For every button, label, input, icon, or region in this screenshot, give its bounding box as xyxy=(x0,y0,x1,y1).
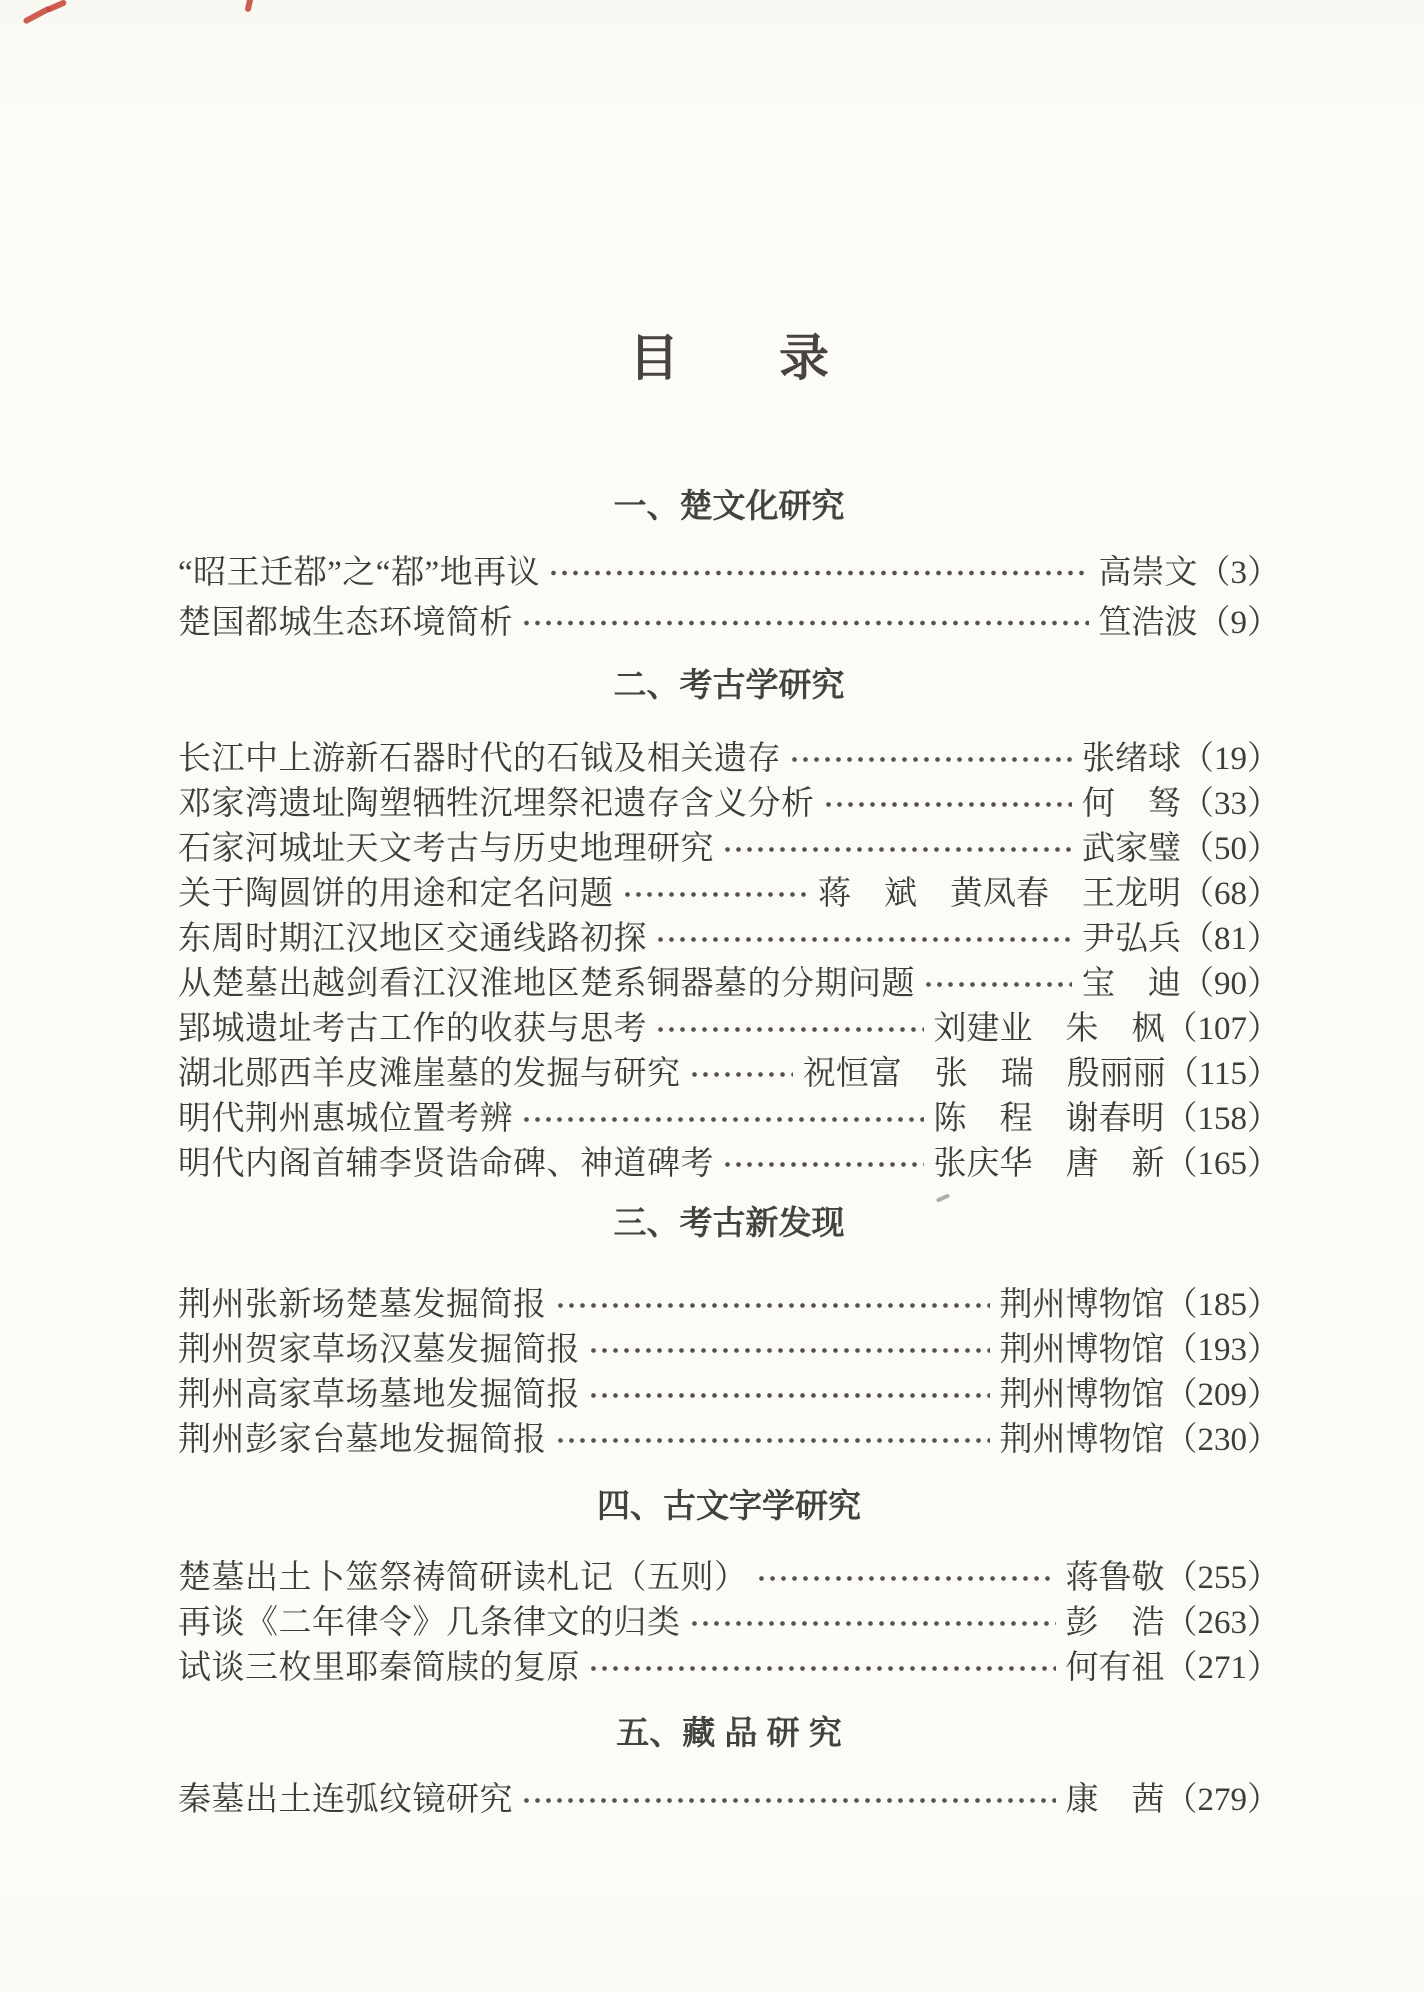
entry-title: 再谈《二年律令》几条律文的归类 xyxy=(178,1605,681,1641)
toc-entry xyxy=(178,1097,1280,1142)
entry-title: 楚国都城生态环境简析 xyxy=(178,605,513,641)
toc-entry xyxy=(178,1373,1280,1418)
entry-page-number: （279） xyxy=(1164,1782,1280,1818)
red-ink-stroke xyxy=(46,0,68,13)
entry-authors: 荆州博物馆 xyxy=(999,1287,1165,1323)
entry-authors: 何有祖 xyxy=(1065,1650,1165,1686)
dot-leader xyxy=(548,548,1088,598)
section-heading-archaeology: 二、考古学研究 xyxy=(613,666,845,703)
entry-page-number: （115） xyxy=(1165,1056,1280,1092)
dot-leader xyxy=(722,827,1072,872)
entry-page-number: （33） xyxy=(1181,786,1280,822)
entry-page-number: （19） xyxy=(1181,741,1280,777)
entry-title: 试谈三枚里耶秦简牍的复原 xyxy=(178,1650,580,1686)
entry-title: 楚墓出土卜筮祭祷简研读札记（五则） xyxy=(178,1560,748,1596)
entry-title: 明代荆州惠城位置考辨 xyxy=(178,1101,513,1137)
toc-entry xyxy=(178,917,1280,962)
dot-leader xyxy=(823,782,1073,827)
toc-entry xyxy=(178,1007,1280,1052)
entry-title: 石家河城址天文考古与历史地理研究 xyxy=(178,831,714,867)
entry-page-number: （185） xyxy=(1164,1287,1280,1323)
dot-leader xyxy=(923,962,1072,1007)
entry-title: 荆州高家草场墓地发掘简报 xyxy=(178,1377,580,1413)
section-heading-paleography: 四、古文字学研究 xyxy=(597,1487,861,1524)
dot-leader xyxy=(521,1778,1056,1823)
dot-leader xyxy=(588,1373,990,1418)
dot-leader xyxy=(622,872,809,917)
dot-leader xyxy=(555,1283,990,1328)
toc-entry xyxy=(178,598,1280,648)
dot-leader xyxy=(756,1556,1056,1601)
entry-authors: 笪浩波 xyxy=(1098,605,1198,641)
toc-section-collections xyxy=(178,1778,1280,1823)
entry-page-number: （263） xyxy=(1164,1605,1280,1641)
dot-leader xyxy=(789,737,1072,782)
entry-authors: 蒋 斌 黄凤春 王龙明 xyxy=(818,876,1181,912)
entry-authors: 高崇文 xyxy=(1098,555,1198,591)
entry-authors: 刘建业 朱 枫 xyxy=(933,1011,1165,1047)
entry-title: 秦墓出土连弧纹镜研究 xyxy=(178,1782,513,1818)
toc-entry xyxy=(178,782,1280,827)
entry-page-number: （9） xyxy=(1197,605,1280,641)
entry-page-number: （3） xyxy=(1197,555,1280,591)
toc-entry xyxy=(178,1142,1280,1187)
entry-title: 荆州彭家台墓地发掘简报 xyxy=(178,1422,547,1458)
entry-page-number: （209） xyxy=(1164,1377,1280,1413)
red-ink-mark xyxy=(22,1,72,27)
toc-section-paleography xyxy=(178,1556,1280,1691)
entry-page-number: （193） xyxy=(1164,1332,1280,1368)
dot-leader xyxy=(521,598,1089,648)
toc-entry xyxy=(178,1052,1280,1097)
entry-title: 郢城遗址考古工作的收获与思考 xyxy=(178,1011,647,1047)
entry-page-number: （271） xyxy=(1164,1650,1280,1686)
entry-title: 荆州张新场楚墓发掘简报 xyxy=(178,1287,547,1323)
entry-page-number: （50） xyxy=(1181,831,1280,867)
toc-entry xyxy=(178,872,1280,917)
toc-entry xyxy=(178,1646,1280,1691)
entry-authors: 康 茜 xyxy=(1065,1782,1165,1818)
entry-page-number: （165） xyxy=(1164,1146,1280,1182)
entry-authors: 彭 浩 xyxy=(1065,1605,1165,1641)
entry-title: 长江中上游新石器时代的石钺及相关遗存 xyxy=(178,741,781,777)
entry-title: 荆州贺家草场汉墓发掘简报 xyxy=(178,1332,580,1368)
entry-authors: 荆州博物馆 xyxy=(999,1377,1165,1413)
entry-authors: 何 驽 xyxy=(1082,786,1181,822)
entry-page-number: （230） xyxy=(1164,1422,1280,1458)
entry-title: “昭王迁鄀”之“鄀”地再议 xyxy=(178,555,541,591)
entry-authors: 张庆华 唐 新 xyxy=(933,1146,1165,1182)
entry-authors: 张绪球 xyxy=(1082,741,1181,777)
toc-entry xyxy=(178,548,1280,598)
page-title: 目 录 xyxy=(629,330,829,386)
toc-section-chu-culture xyxy=(178,548,1280,648)
toc-section-new-discoveries xyxy=(178,1283,1280,1463)
section-heading-new-discoveries: 三、考古新发现 xyxy=(613,1204,845,1241)
toc-entry xyxy=(178,1556,1280,1601)
dot-leader xyxy=(521,1097,924,1142)
toc-entry xyxy=(178,1283,1280,1328)
section-heading-collections: 五、藏 品 研 究 xyxy=(616,1714,842,1751)
entry-authors: 荆州博物馆 xyxy=(999,1332,1165,1368)
entry-page-number: （255） xyxy=(1164,1560,1280,1596)
dot-leader xyxy=(655,1007,924,1052)
toc-entry xyxy=(178,962,1280,1007)
entry-page-number: （90） xyxy=(1181,966,1280,1002)
dot-leader xyxy=(588,1646,1056,1691)
entry-authors: 武家璧 xyxy=(1082,831,1181,867)
dot-leader xyxy=(655,917,1072,962)
entry-page-number: （81） xyxy=(1181,921,1280,957)
entry-authors: 宝 迪 xyxy=(1082,966,1181,1002)
entry-authors: 祝恒富 张 瑞 殷丽丽 xyxy=(802,1056,1166,1092)
toc-entry xyxy=(178,1418,1280,1463)
dot-leader xyxy=(722,1142,924,1187)
toc-entry xyxy=(178,1601,1280,1646)
dot-leader xyxy=(689,1601,1056,1646)
entry-title: 湖北郧西羊皮滩崖墓的发掘与研究 xyxy=(178,1056,681,1092)
entry-page-number: （158） xyxy=(1164,1101,1280,1137)
toc-entry xyxy=(178,1328,1280,1373)
toc-entry xyxy=(178,827,1280,872)
entry-title: 明代内阁首辅李贤诰命碑、神道碑考 xyxy=(178,1146,714,1182)
entry-title: 东周时期江汉地区交通线路初探 xyxy=(178,921,647,957)
section-heading-chu-culture: 一、楚文化研究 xyxy=(613,487,845,524)
entry-title: 从楚墓出越剑看江汉淮地区楚系铜器墓的分期问题 xyxy=(178,966,915,1002)
dot-leader xyxy=(555,1418,990,1463)
entry-page-number: （107） xyxy=(1164,1011,1280,1047)
dot-leader xyxy=(689,1052,793,1097)
toc-entry xyxy=(178,1778,1280,1823)
entry-authors: 荆州博物馆 xyxy=(999,1422,1165,1458)
entry-authors: 陈 程 谢春明 xyxy=(933,1101,1165,1137)
entry-authors: 尹弘兵 xyxy=(1082,921,1181,957)
entry-page-number: （68） xyxy=(1181,876,1280,912)
toc-entry xyxy=(178,737,1280,782)
dot-leader xyxy=(588,1328,990,1373)
entry-title: 邓家湾遗址陶塑牺牲沉埋祭祀遗存含义分析 xyxy=(178,786,815,822)
toc-section-archaeology xyxy=(178,737,1280,1187)
entry-title: 关于陶圆饼的用途和定名问题 xyxy=(178,876,614,912)
entry-authors: 蒋鲁敬 xyxy=(1065,1560,1165,1596)
